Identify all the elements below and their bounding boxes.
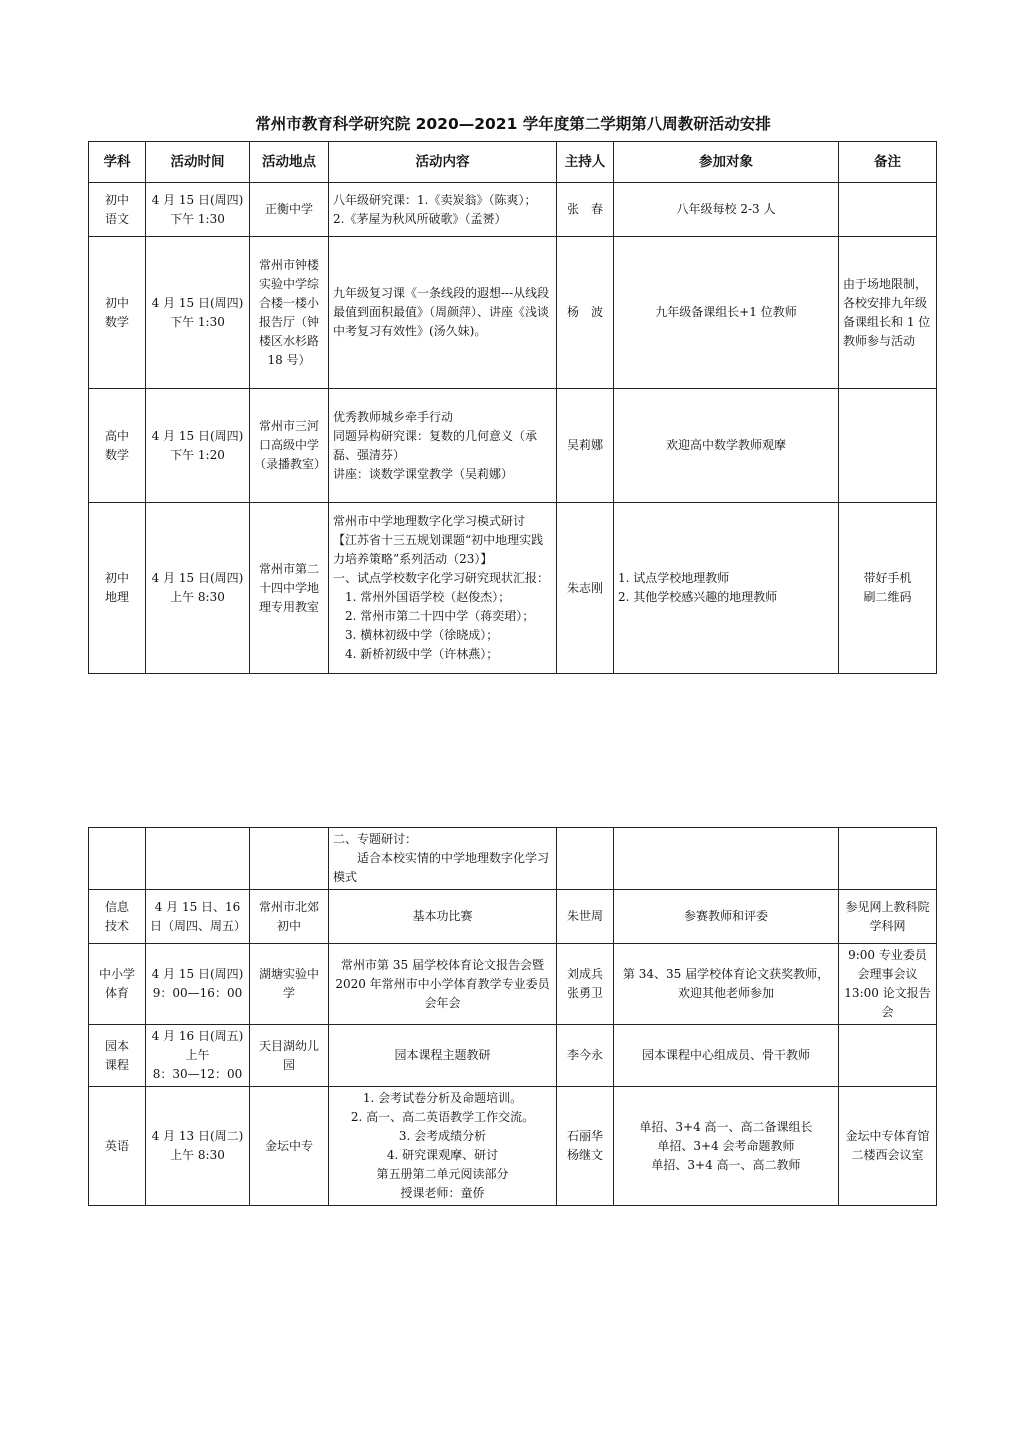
table-row xyxy=(89,389,937,503)
header-target: 参加对象 xyxy=(614,142,839,183)
cell-target: 园本课程中心组成员、骨干教师 xyxy=(614,1025,839,1087)
header-host: 主持人 xyxy=(557,142,614,183)
table-row xyxy=(89,237,937,389)
cell-time: 4 月 15 日(周四) 下午 1:30 xyxy=(146,237,250,389)
cell-content: 八年级研究课：1.《卖炭翁》（陈爽）； 2.《茅屋为秋风所破歌》（孟赟） xyxy=(329,183,557,237)
cell-target xyxy=(614,828,839,890)
cell-target: 欢迎高中数学教师观摩 xyxy=(614,389,839,503)
cell-content: 常州市第 35 届学校体育论文报告会暨 2020 年常州市中小学体育教学专业委员会年会 xyxy=(329,944,557,1025)
cell-place: 湖塘实验中学 xyxy=(250,944,329,1025)
table-header-row xyxy=(89,142,937,183)
cell-target: 单招、3+4 高一、高二备课组长 单招、3+4 会考命题教师 单招、3+4 高一、高二教师 xyxy=(614,1087,839,1206)
cell-place: 常州市第二十四中学地理专用教室 xyxy=(250,503,329,674)
cell-host: 吴莉娜 xyxy=(557,389,614,503)
schedule-table-part-2 xyxy=(88,827,937,1206)
cell-time: 4 月 15 日(周四) 上午 8:30 xyxy=(146,503,250,674)
cell-subject: 英语 xyxy=(89,1087,146,1206)
cell-place: 天目湖幼儿园 xyxy=(250,1025,329,1087)
cell-target: 参赛教师和评委 xyxy=(614,890,839,944)
cell-place: 常州市北郊初中 xyxy=(250,890,329,944)
cell-target: 第 34、35 届学校体育论文获奖教师，欢迎其他老师参加 xyxy=(614,944,839,1025)
schedule-table-part-1 xyxy=(88,141,937,674)
cell-subject: 中小学 体育 xyxy=(89,944,146,1025)
cell-place: 常州市钟楼实验中学综合楼一楼小报告厅（钟楼区水杉路 18 号） xyxy=(250,237,329,389)
cell-host: 朱志刚 xyxy=(557,503,614,674)
cell-note: 9:00 专业委员会理事会议 13:00 论文报告会 xyxy=(839,944,937,1025)
table-row xyxy=(89,1087,937,1206)
cell-place xyxy=(250,828,329,890)
header-place: 活动地点 xyxy=(250,142,329,183)
table-row xyxy=(89,944,937,1025)
cell-note xyxy=(839,389,937,503)
header-subject: 学科 xyxy=(89,142,146,183)
header-time: 活动时间 xyxy=(146,142,250,183)
cell-content: 九年级复习课《一条线段的遐想---从线段最值到面积最值》（周颜萍）、讲座《浅谈中考复习有效性》(汤久妹)。 xyxy=(329,237,557,389)
cell-subject: 信息 技术 xyxy=(89,890,146,944)
table-row xyxy=(89,183,937,237)
table-row xyxy=(89,503,937,674)
cell-content: 二、专题研讨： 适合本校实情的中学地理数字化学习模式 xyxy=(329,828,557,890)
cell-time: 4 月 15 日(周四) 下午 1:30 xyxy=(146,183,250,237)
table-row xyxy=(89,890,937,944)
cell-target: 八年级每校 2-3 人 xyxy=(614,183,839,237)
cell-place: 正衡中学 xyxy=(250,183,329,237)
cell-subject: 园本 课程 xyxy=(89,1025,146,1087)
cell-time: 4 月 16 日(周五) 上午 8：30—12：00 xyxy=(146,1025,250,1087)
cell-subject: 高中 数学 xyxy=(89,389,146,503)
header-content: 活动内容 xyxy=(329,142,557,183)
cell-target: 1. 试点学校地理教师 2. 其他学校感兴趣的地理教师 xyxy=(614,503,839,674)
cell-subject: 初中 地理 xyxy=(89,503,146,674)
cell-subject: 初中 数学 xyxy=(89,237,146,389)
page-title: 常州市教育科学研究院 2020—2021 学年度第二学期第八周教研活动安排 xyxy=(255,115,771,133)
cell-note xyxy=(839,828,937,890)
cell-time: 4 月 15 日(周四) 下午 1:20 xyxy=(146,389,250,503)
cell-host: 杨 波 xyxy=(557,237,614,389)
cell-host: 刘成兵 张勇卫 xyxy=(557,944,614,1025)
cell-time: 4 月 13 日(周二) 上午 8:30 xyxy=(146,1087,250,1206)
cell-content: 园本课程主题教研 xyxy=(329,1025,557,1087)
cell-time: 4 月 15 日、16 日（周四、周五） xyxy=(146,890,250,944)
cell-host: 石丽华 杨继文 xyxy=(557,1087,614,1206)
cell-note: 由于场地限制，各校安排九年级备课组长和 1 位教师参与活动 xyxy=(839,237,937,389)
cell-subject: 初中 语文 xyxy=(89,183,146,237)
cell-time: 4 月 15 日(周四) 9：00—16：00 xyxy=(146,944,250,1025)
header-note: 备注 xyxy=(839,142,937,183)
cell-place: 常州市三河口高级中学（录播教室） xyxy=(250,389,329,503)
cell-place: 金坛中专 xyxy=(250,1087,329,1206)
cell-host: 朱世周 xyxy=(557,890,614,944)
cell-note xyxy=(839,183,937,237)
cell-host: 张 春 xyxy=(557,183,614,237)
cell-subject xyxy=(89,828,146,890)
cell-time xyxy=(146,828,250,890)
cell-content: 1. 会考试卷分析及命题培训。 2. 高一、高二英语教学工作交流。 3. 会考成绩分析 4. 研究课观摩、研讨 第五册第二单元阅读部分 授课老师：童侨 xyxy=(329,1087,557,1206)
cell-content: 优秀教师城乡牵手行动 同题异构研究课：复数的几何意义（承磊、强清芬） 讲座：谈数学课堂教学（吴莉娜） xyxy=(329,389,557,503)
cell-host xyxy=(557,828,614,890)
cell-content: 基本功比赛 xyxy=(329,890,557,944)
cell-note: 金坛中专体育馆二楼西会议室 xyxy=(839,1087,937,1206)
cell-note xyxy=(839,1025,937,1087)
cell-content: 常州市中学地理数字化学习模式研讨 【江苏省十三五规划课题“初中地理实践力培养策略”系列活动（23）】 一、试点学校数字化学习研究现状汇报： 1. 常州外国语学校（赵俊杰）； 2. 常州市第二十四中学（蒋奕珺）； 3. 横林初级中学（徐晓成）； 4. 新桥初级中学（许林燕）； xyxy=(329,503,557,674)
cell-note: 参见网上教科院学科网 xyxy=(839,890,937,944)
table-row xyxy=(89,828,937,890)
cell-host: 李今永 xyxy=(557,1025,614,1087)
cell-note: 带好手机 刷二维码 xyxy=(839,503,937,674)
table-row xyxy=(89,1025,937,1087)
cell-target: 九年级备课组长+1 位教师 xyxy=(614,237,839,389)
